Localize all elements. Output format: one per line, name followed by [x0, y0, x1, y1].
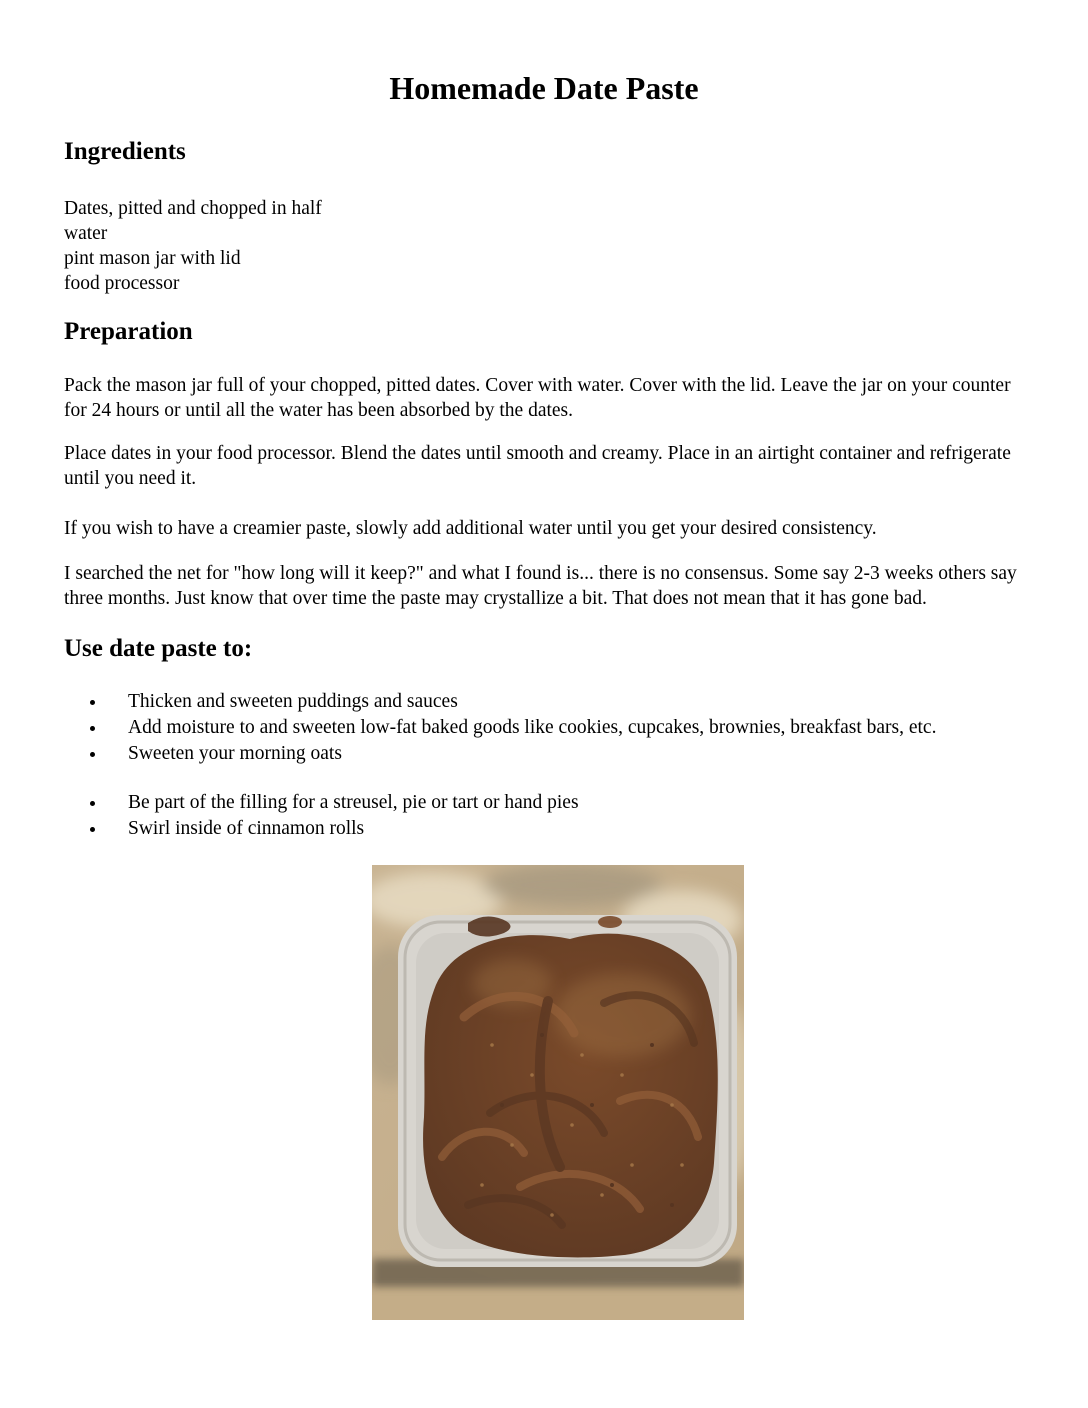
ingredients-list: [64, 196, 1024, 296]
ingredient-item: food processor: [64, 273, 180, 294]
bullet-item: Be part of the filling for a streusel, pie or tart or hand pies: [64, 790, 1024, 816]
date-paste-photo-graphic: [372, 865, 744, 1320]
rim-smear: [598, 916, 622, 928]
preparation-heading: Preparation: [64, 318, 193, 345]
ingredient-item: pint mason jar with lid: [64, 248, 241, 269]
uses-bullet-list-2: [64, 790, 1024, 842]
ingredients-heading: Ingredients: [64, 138, 186, 165]
counter-front-edge: [372, 1283, 744, 1320]
preparation-paragraph: Pack the mason jar full of your chopped, pitted dates. Cover with water. Cover with the lid. Leave the jar on your counter for 24 hours or until all the water has been absorbed by the dates.: [64, 375, 1011, 421]
bullet-item: Thicken and sweeten puddings and sauces: [64, 689, 1024, 715]
page-title: Homemade Date Paste: [389, 70, 699, 106]
uses-heading: Use date paste to:: [64, 635, 253, 662]
date-paste-photo: [372, 865, 744, 1320]
preparation-paragraph: I searched the net for "how long will it keep?" and what I found is... there is no consensus. Some say 2-3 weeks others say three months. Just know that over time the paste may crystallize a bit. That does not mean that it has gone bad.: [64, 563, 1017, 609]
uses-bullet-list-1: [64, 689, 1024, 767]
bullet-item: Swirl inside of cinnamon rolls: [64, 816, 1024, 842]
ingredient-item: Dates, pitted and chopped in half: [64, 198, 322, 219]
preparation-paragraph: If you wish to have a creamier paste, slowly add additional water until you get your desired consistency.: [64, 518, 877, 539]
bullet-item: Sweeten your morning oats: [64, 741, 1024, 767]
ingredient-item: water: [64, 223, 108, 244]
bullet-item: Add moisture to and sweeten low-fat baked goods like cookies, cupcakes, brownies, breakfast bars, etc.: [64, 715, 1024, 741]
date-paste: [423, 934, 718, 1258]
preparation-paragraph: Place dates in your food processor. Blend the dates until smooth and creamy. Place in an airtight container and refrigerate until you need it.: [64, 443, 1011, 489]
